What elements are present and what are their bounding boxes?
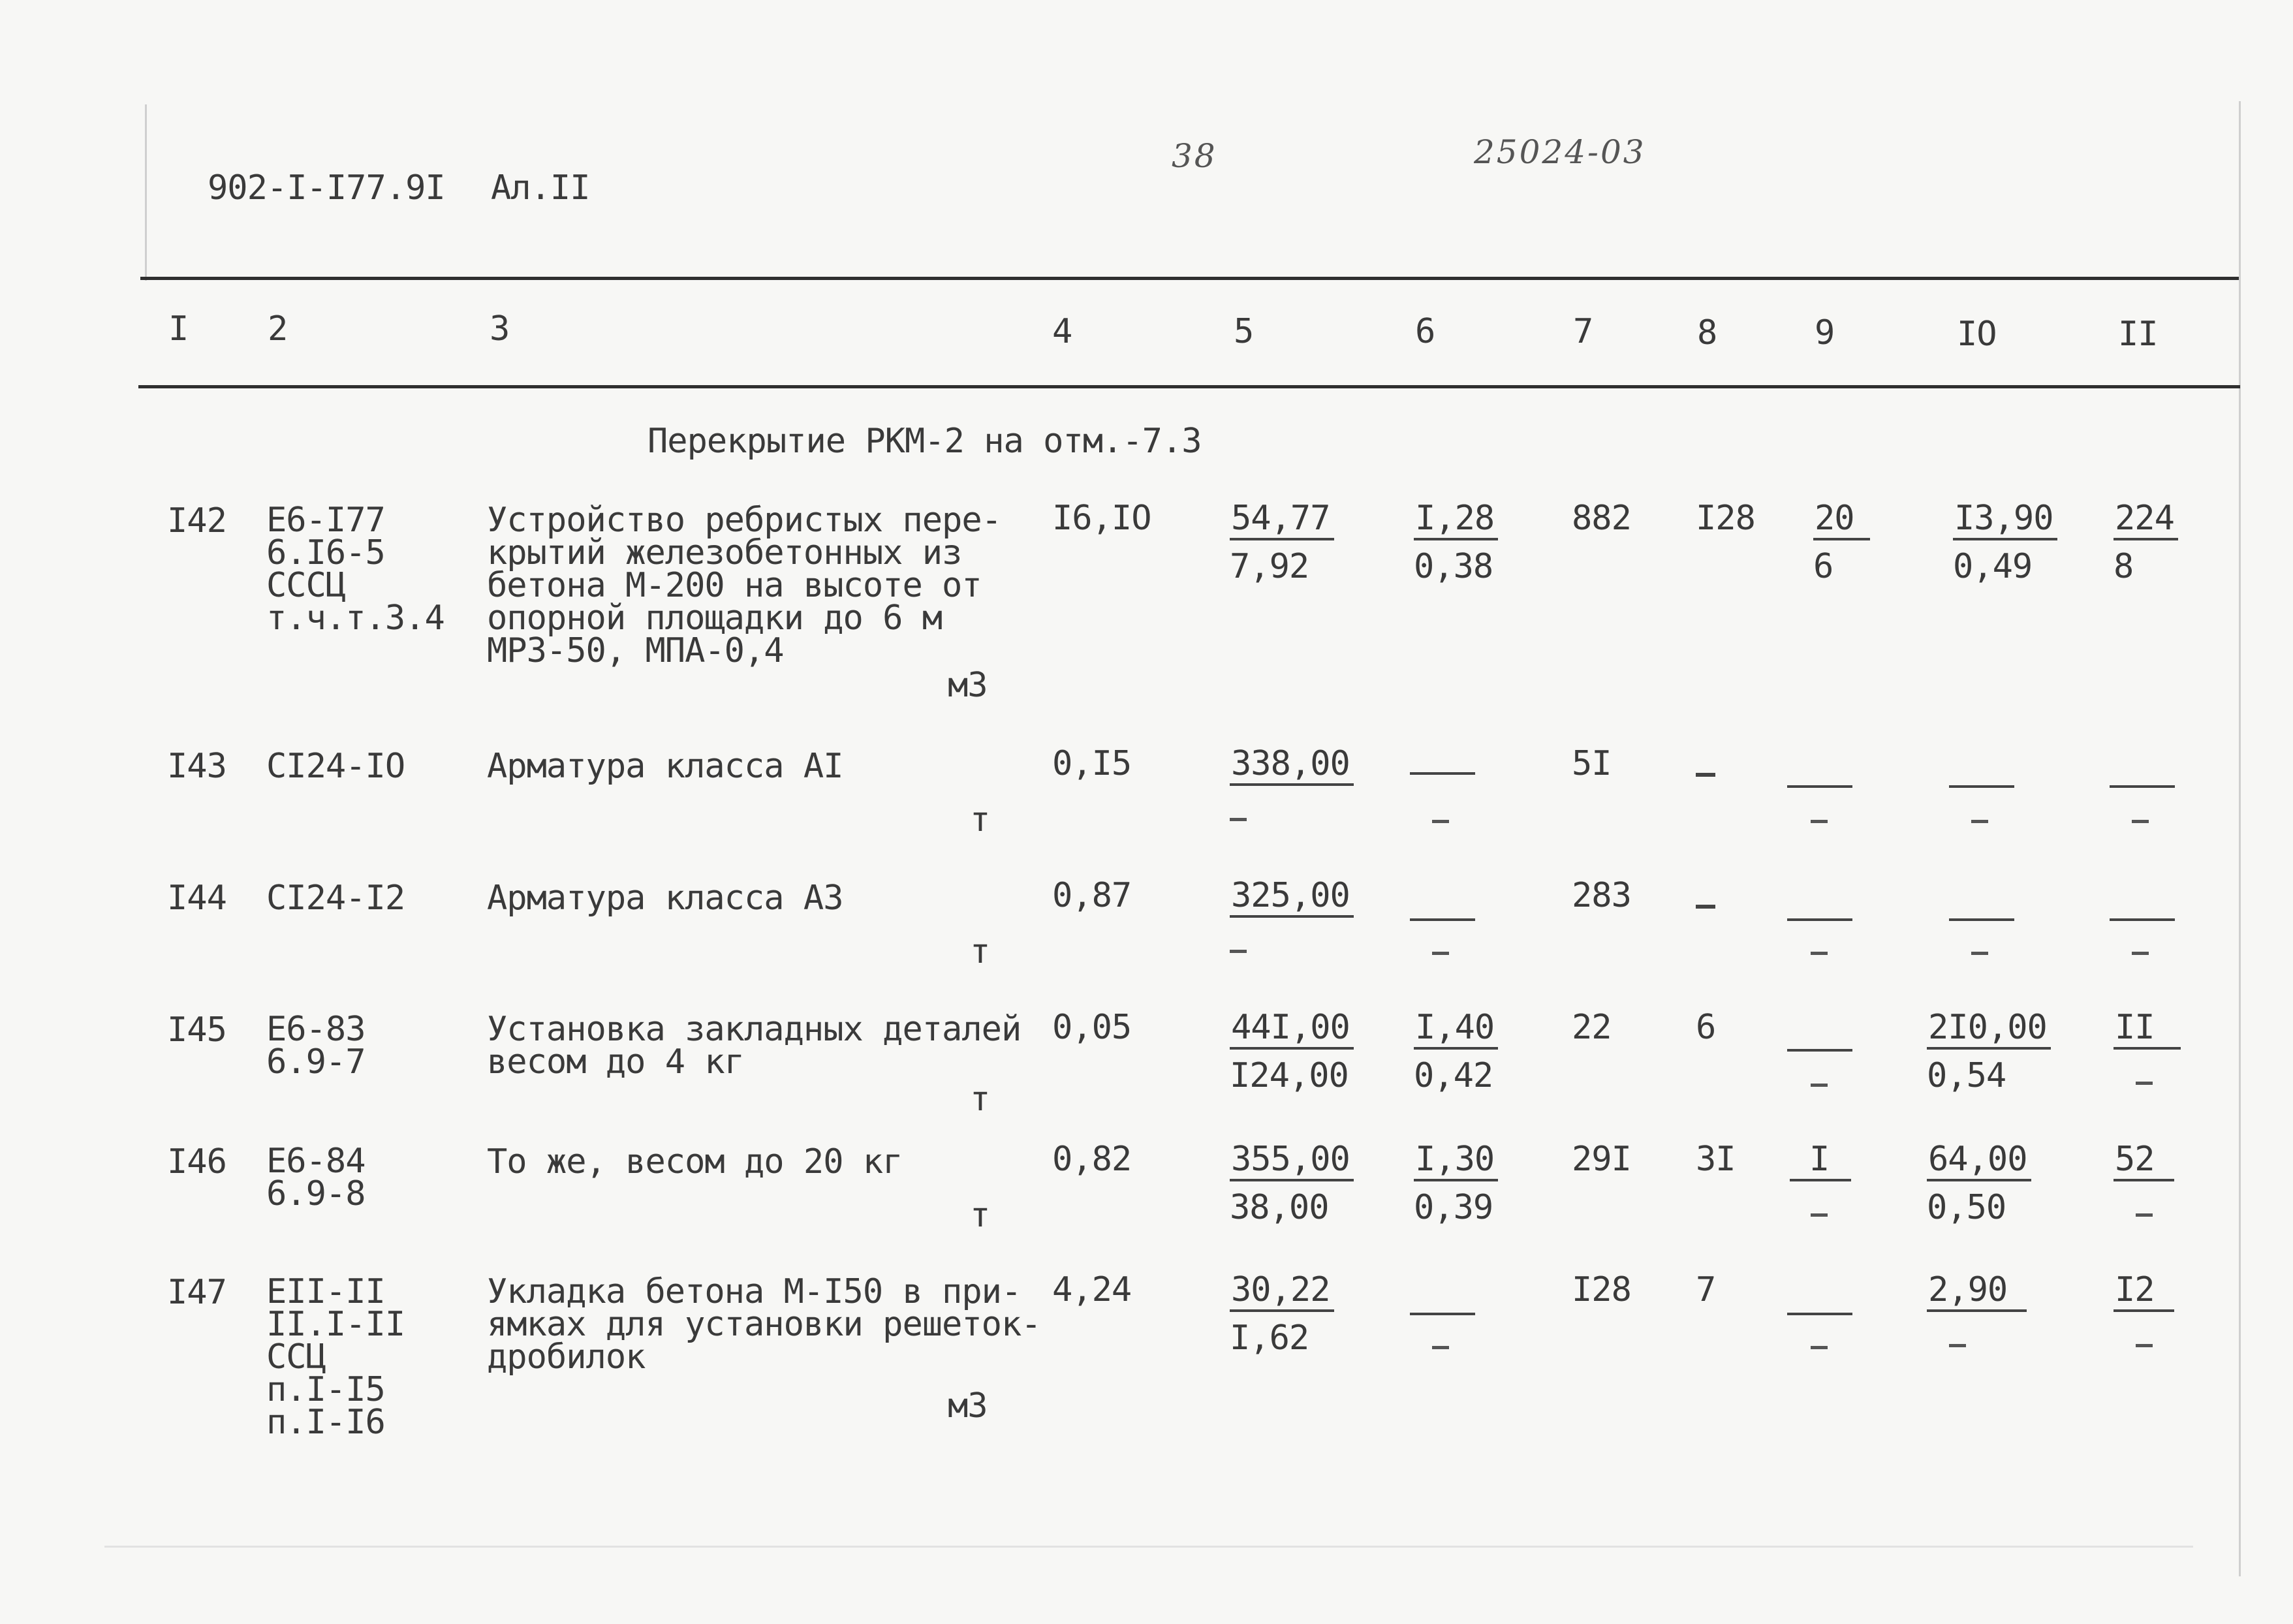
col11-value: 224 8: [2114, 501, 2178, 584]
col9-dash-lower: [1811, 946, 1828, 959]
col11-dash: [2110, 911, 2175, 924]
col9-dash: [1787, 1042, 1852, 1054]
col6-dash-lower: [1432, 815, 1449, 827]
col6-value: I,28 0,38: [1414, 501, 1498, 584]
col9-dash: [1787, 911, 1852, 924]
col8-value: I28: [1696, 499, 1755, 538]
col5-value: 355,00 38,00: [1230, 1142, 1354, 1225]
col8-value: 3I: [1696, 1140, 1736, 1179]
quantity: 0,I5: [1052, 744, 1132, 783]
unit: т: [970, 800, 990, 839]
col9-value: 20 6: [1813, 501, 1870, 584]
col10-value: 2,90: [1927, 1273, 2027, 1360]
col7-value: 882: [1572, 499, 1631, 538]
column-header: 9: [1815, 313, 1835, 352]
quantity: 0,82: [1052, 1140, 1132, 1179]
header-rule-top: [140, 277, 2239, 280]
norm-code: Е6-83 6.9-7: [266, 1010, 366, 1082]
work-description: Устройство ребристых пере- крытий железобетонных из бетона М-200 на высоте от опорной площадки до 6 м МРЗ-50, МПА-0,4: [487, 501, 1001, 670]
column-header: 5: [1234, 312, 1254, 351]
page-border-left: [145, 104, 147, 281]
unit: м3: [948, 666, 988, 705]
col8-dash: [1696, 899, 1715, 912]
col7-value: 283: [1572, 876, 1631, 915]
col7-value: 5I: [1572, 744, 1612, 783]
col6-value: I,30 0,39: [1414, 1142, 1498, 1225]
col7-value: 22: [1572, 1008, 1612, 1047]
col6-value: I,40 0,42: [1414, 1010, 1498, 1093]
column-header: 2: [268, 309, 288, 349]
norm-code: СI24-I2: [266, 879, 405, 918]
col5-value: 338,00: [1230, 747, 1354, 834]
unit: т: [970, 1080, 990, 1119]
col10-value: I3,90 0,49: [1953, 501, 2057, 584]
col6-dash-lower: [1432, 946, 1449, 959]
row-number: I44: [167, 879, 226, 918]
col11-value: I2: [2114, 1273, 2174, 1360]
row-number: I45: [167, 1010, 226, 1050]
column-header: 8: [1697, 313, 1717, 352]
col6-dash: [1410, 765, 1475, 777]
column-header: II: [2118, 315, 2158, 354]
col9-dash: [1787, 1305, 1852, 1318]
quantity: 0,87: [1052, 876, 1132, 915]
col10-value: 64,00 0,50: [1927, 1142, 2031, 1225]
col8-value: 6: [1696, 1008, 1716, 1047]
work-description: Установка закладных деталей весом до 4 кг: [487, 1010, 1022, 1082]
col7-value: 29I: [1572, 1140, 1631, 1179]
page-border-bottom: [104, 1546, 2193, 1548]
col11-dash: [2110, 778, 2175, 790]
column-header: I: [168, 309, 189, 349]
column-header: 3: [490, 309, 510, 349]
col9-dash-lower: [1811, 1078, 1828, 1091]
col10-dash: [1949, 911, 2014, 924]
col10-dash-lower: [1971, 946, 1988, 959]
work-description: Арматура класса АI: [487, 747, 843, 786]
album-number: Ал.II: [491, 168, 590, 208]
col9-dash-lower: [1811, 815, 1828, 827]
page-number: 38: [1172, 137, 1217, 175]
col8-dash: [1696, 768, 1715, 780]
row-number: I47: [167, 1273, 226, 1312]
unit: м3: [948, 1386, 988, 1426]
col9-dash-lower: [1811, 1341, 1828, 1353]
col6-dash: [1410, 911, 1475, 924]
work-description: Арматура класса А3: [487, 879, 843, 918]
col7-value: I28: [1572, 1270, 1631, 1309]
unit: т: [970, 1196, 990, 1235]
norm-code: СI24-IO: [266, 747, 405, 786]
col5-value: 44I,00 I24,00: [1230, 1010, 1354, 1093]
col10-value: 2I0,00 0,54: [1927, 1010, 2051, 1093]
col11-value: 52: [2114, 1142, 2174, 1230]
col10-dash: [1949, 778, 2014, 790]
document-code: 902-I-I77.9I: [208, 168, 445, 208]
work-description: То же, весом до 20 кг: [487, 1142, 903, 1181]
col11-value: II: [2114, 1010, 2181, 1098]
col11-dash-lower: [2132, 815, 2149, 827]
row-number: I42: [167, 501, 226, 540]
col5-value: 325,00: [1230, 879, 1354, 966]
col11-dash-lower: [2132, 946, 2149, 959]
col9-dash: [1787, 778, 1852, 790]
archive-number: 25024-03: [1474, 133, 1646, 171]
col10-dash-lower: [1971, 815, 1988, 827]
norm-code: Е6-I77 6.I6-5 СССЦ т.ч.т.3.4: [266, 501, 445, 638]
col8-value: 7: [1696, 1270, 1716, 1309]
column-header: 6: [1415, 312, 1435, 351]
unit: т: [970, 932, 990, 971]
norm-code: ЕII-II II.I-II ССЦ п.I-I5 п.I-I6: [266, 1272, 405, 1442]
col5-value: 30,22 I,62: [1230, 1273, 1334, 1355]
work-description: Укладка бетона М-I50 в при- ямках для установки решеток- дробилок: [487, 1272, 1041, 1377]
col9-value: I: [1790, 1142, 1851, 1230]
quantity: 4,24: [1052, 1270, 1132, 1309]
header-rule-bottom: [138, 385, 2240, 388]
row-number: I43: [167, 747, 226, 786]
column-header: IO: [1957, 315, 1997, 354]
col5-value: 54,77 7,92: [1230, 501, 1334, 584]
row-number: I46: [167, 1142, 226, 1181]
column-header: 7: [1573, 312, 1593, 351]
norm-code: Е6-84 6.9-8: [266, 1142, 366, 1213]
column-header: 4: [1052, 312, 1072, 351]
quantity: I6,IO: [1052, 499, 1151, 538]
section-title: Перекрытие РКМ-2 на отм.-7.3: [647, 422, 1202, 461]
col6-dash-lower: [1432, 1341, 1449, 1353]
quantity: 0,05: [1052, 1008, 1132, 1047]
col6-dash: [1410, 1305, 1475, 1318]
page-border-right: [2239, 101, 2241, 1576]
